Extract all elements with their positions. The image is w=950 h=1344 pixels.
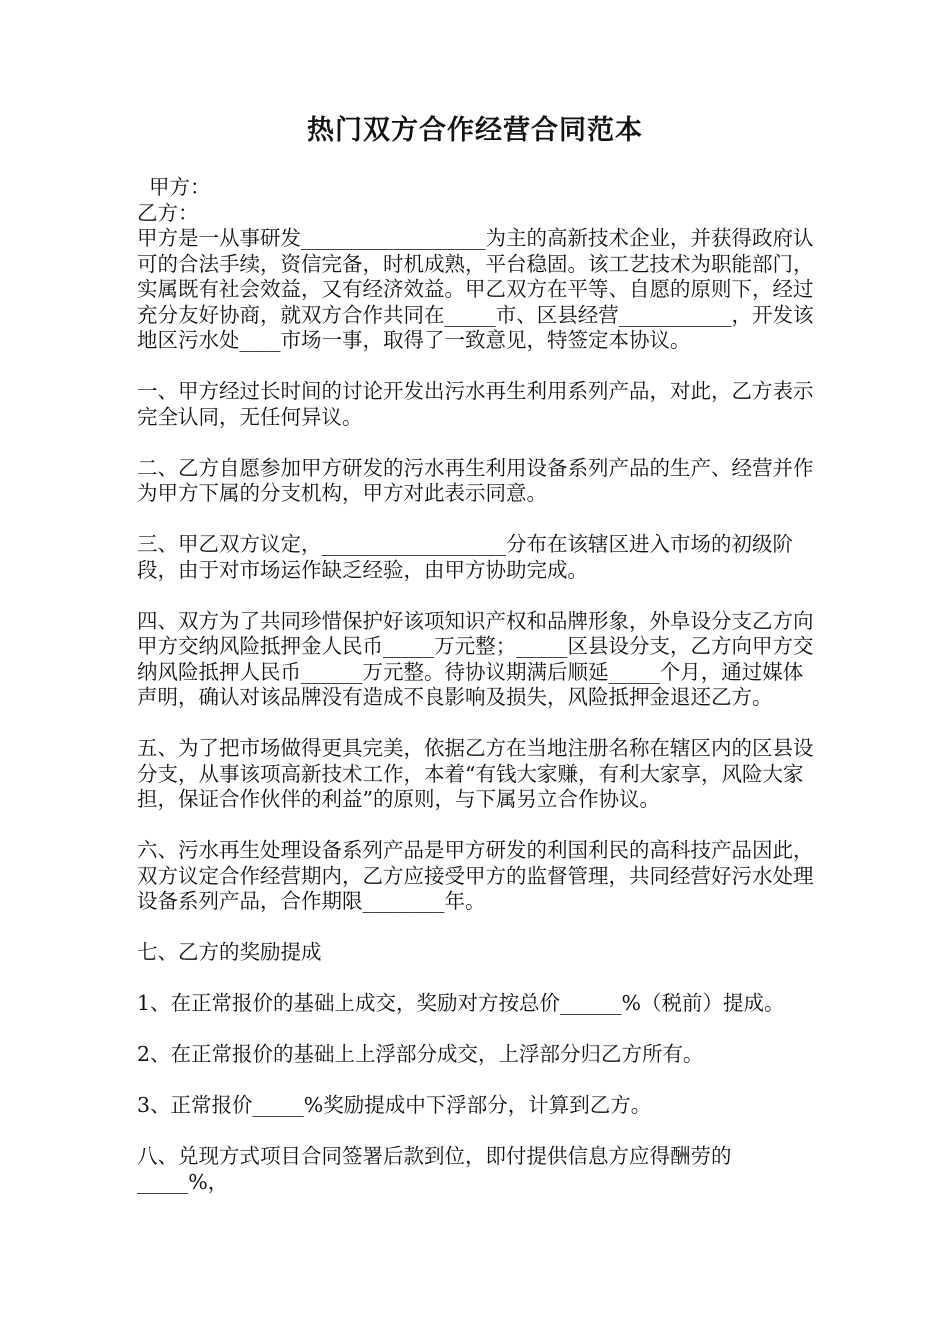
clause-8: 八、兑现方式项目合同签署后款到位，即付提供信息方应得酬劳的_____%， [137,1144,732,1194]
spacer [137,583,817,609]
spacer [137,1017,817,1043]
reward-item-2: 2、在正常报价的基础上上浮部分成交，上浮部分归乙方所有。 [137,1042,704,1066]
clause-5: 五、为了把市场做得更具完美，依据乙方在当地注册名称在辖区内的区县设分支，从事该项高新技术工作，本着“有钱大家赚，有利大家享，风险大家担，保证合作伙伴的利益”的原则，与下属另立合作协议。 [137,736,814,811]
party-b-line: 乙方： [137,200,199,225]
clause-1: 一、甲方经过长时间的讨论开发出污水再生利用系列产品，对此，乙方表示完全认同，无任何异议。 [137,379,814,429]
spacer [137,711,817,737]
spacer [137,354,817,380]
document-title: 热门双方合作经营合同范本 [307,115,643,146]
reward-item-3: 3、正常报价_____%奖励提成中下浮部分，计算到乙方。 [137,1093,652,1117]
clause-6: 六、污水再生处理设备系列产品是甲方研发的利国利民的高科技产品因此，双方议定合作经营期内，乙方应接受甲方的监督管理，共同经营好污水处理设备系列产品，合作期限________年。 [137,838,814,913]
spacer [137,1068,817,1094]
spacer [137,430,817,456]
spacer [137,1119,817,1145]
reward-item-1: 1、在正常报价的基础上成交，奖励对方按总价______%（税前）提成。 [137,991,785,1015]
clause-7-heading: 七、乙方的奖励提成 [137,940,322,964]
clause-2: 二、乙方自愿参加甲方研发的污水再生利用设备系列产品的生产、经营并作为甲方下属的分支机构，甲方对此表示同意。 [137,455,814,505]
clause-3: 三、甲乙双方议定，__________________分布在该辖区进入市场的初级阶段，由于对市场运作缺乏经验，由甲方协助完成。 [137,532,793,582]
intro-paragraph: 甲方是一从事研发__________________为主的高新技术企业，并获得政府认可的合法手续，资信完备，时机成熟，平台稳固。该工艺技术为职能部门，实属既有社会效益，又有经济效益。甲乙双方在平等、自愿的原则下，经过充分友好协商，就双方合作共同在_____市、区县经营___________，开发该地区污水处____市场一事，取得了一致意见，特签定本协议。 [137,226,814,352]
spacer [137,966,817,992]
spacer [137,507,817,533]
clause-4: 四、双方为了共同珍惜保护好该项知识产权和品牌形象，外阜设分支乙方向甲方交纳风险抵押金人民币_____万元整；_____区县设分支，乙方向甲方交纳风险抵押人民币______万元整。待协议期满后顺延_____个月，通过媒体声明，确认对该品牌没有造成不良影响及损失，风险抵押金退还乙方。 [137,608,814,709]
document-body [137,175,817,1195]
spacer [137,813,817,839]
spacer [137,915,817,941]
party-a-line: 甲方： [149,175,211,199]
